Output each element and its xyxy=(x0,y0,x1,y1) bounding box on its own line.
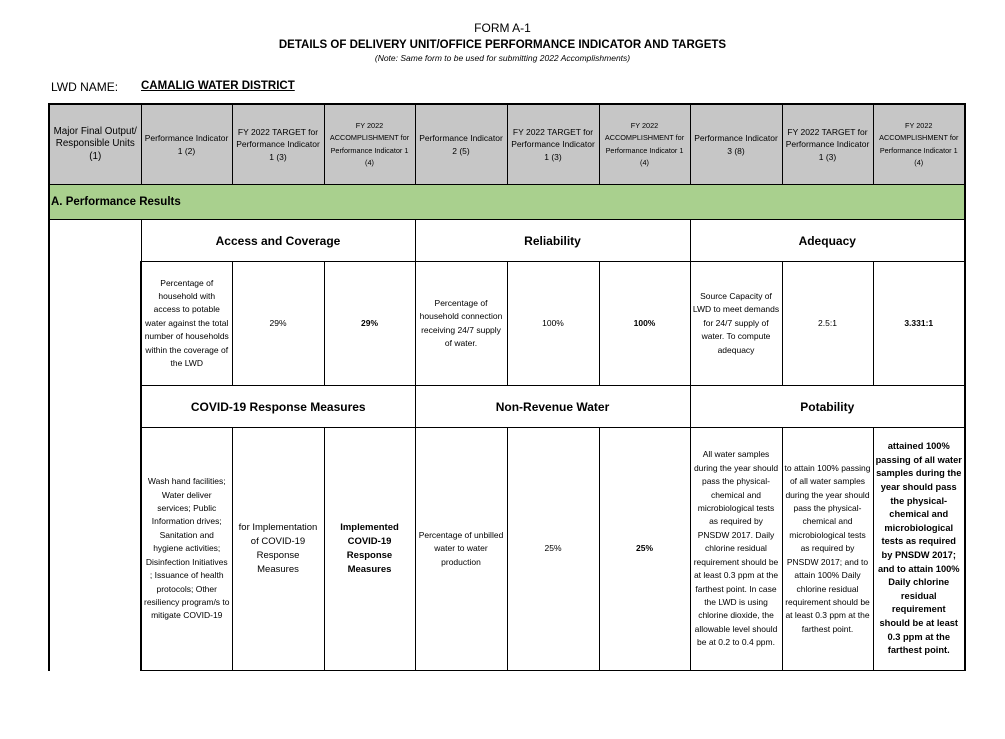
covid-accomplishment: Implemented COVID-19 Response Measures xyxy=(324,428,415,671)
header-row xyxy=(49,104,965,185)
category-adequacy: Adequacy xyxy=(690,220,965,262)
potability-indicator: All water samples during the year should pass the physical-chemical and microbiological tests as required by PNSDW 2017. Daily chlorine residual requirement should be at least 0.3 ppm at the farthest point. In case the LWD is using chlorine dioxide, the allowable level should be at 0.2 to 0.4 ppm. xyxy=(690,428,782,671)
data-row xyxy=(49,262,965,386)
category-access-coverage: Access and Coverage xyxy=(141,220,415,262)
nrw-indicator: Percentage of unbilled water to water production xyxy=(415,428,507,671)
category-potability: Potability xyxy=(690,386,965,428)
category-non-revenue-water: Non-Revenue Water xyxy=(415,386,690,428)
covid-target: for Implementation of COVID-19 Response Measures xyxy=(232,428,324,671)
reliability-indicator: Percentage of household connection receiving 24/7 supply of water. xyxy=(415,262,507,386)
header-cell-indicator-1: Performance Indicator 1 (2) xyxy=(141,104,232,185)
section-a-heading: A. Performance Results xyxy=(49,185,965,220)
access-target: 29% xyxy=(232,262,324,386)
adequacy-indicator: Source Capacity of LWD to meet demands for 24/7 supply of water. To compute adequacy xyxy=(690,262,782,386)
header-cell-target-2: FY 2022 TARGET for Performance Indicator 1 (3) xyxy=(507,104,599,185)
category-reliability: Reliability xyxy=(415,220,690,262)
nrw-target: 25% xyxy=(507,428,599,671)
category-row xyxy=(49,386,965,428)
reliability-target: 100% xyxy=(507,262,599,386)
lwd-name-label: LWD NAME: xyxy=(51,80,119,94)
data-row xyxy=(49,428,965,671)
category-covid-response: COVID-19 Response Measures xyxy=(141,386,415,428)
adequacy-target: 2.5:1 xyxy=(782,262,873,386)
form-note: (Note: Same form to be used for submitting 2022 Accomplishments) xyxy=(374,53,631,63)
performance-table xyxy=(48,103,966,671)
form-title: FORM A-1 xyxy=(474,21,531,35)
header-cell-accomplishment-1: FY 2022 ACCOMPLISHMENT for Performance Indicator 1 (4) xyxy=(324,104,415,185)
access-indicator: Percentage of household with access to potable water against the total number of households within the coverage of the LWD xyxy=(141,262,232,386)
document-title: DETAILS OF DELIVERY UNIT/OFFICE PERFORMANCE INDICATOR AND TARGETS xyxy=(278,39,727,51)
reliability-accomplishment: 100% xyxy=(599,262,690,386)
header-cell-target-3: FY 2022 TARGET for Performance Indicator 1 (3) xyxy=(782,104,873,185)
adequacy-accomplishment: 3.331:1 xyxy=(873,262,965,386)
category-row xyxy=(49,220,965,262)
mfo-cell xyxy=(49,220,141,671)
section-row xyxy=(49,185,965,220)
lwd-name-value: CAMALIG WATER DISTRICT xyxy=(141,80,295,92)
header-cell-accomplishment-2: FY 2022 ACCOMPLISHMENT for Performance Indicator 1 (4) xyxy=(599,104,690,185)
header-cell-indicator-2: Performance Indicator 2 (5) xyxy=(415,104,507,185)
header-cell-target-1: FY 2022 TARGET for Performance Indicator 1 (3) xyxy=(232,104,324,185)
nrw-accomplishment: 25% xyxy=(599,428,690,671)
header-cell-indicator-3: Performance Indicator 3 (8) xyxy=(690,104,782,185)
header-cell-mfo: Major Final Output/ Responsible Units (1) xyxy=(49,104,141,185)
covid-indicator: Wash hand facilities; Water deliver services; Public Information drives; Sanitation and hygiene activities; Disinfection Initiatives ; Issuance of health protocols; Other resiliency program/s to mitigate COVID-19 xyxy=(141,428,232,671)
access-accomplishment: 29% xyxy=(324,262,415,386)
potability-accomplishment: attained 100% passing of all water samples during the year should pass the physical-chemical and microbiological tests as required by PNSDW 2017; and to attain 100% Daily chlorine residual requirement should be at least 0.3 ppm at the farthest point. xyxy=(873,428,965,671)
potability-target: to attain 100% passing of all water samples during the year should pass the physical-chemical and microbiological tests as required by PNSDW 2017; and to attain 100% Daily chlorine residual requirement should be at least 0.3 ppm at the farthest point. xyxy=(782,428,873,671)
header-cell-accomplishment-3: FY 2022 ACCOMPLISHMENT for Performance Indicator 1 (4) xyxy=(873,104,965,185)
